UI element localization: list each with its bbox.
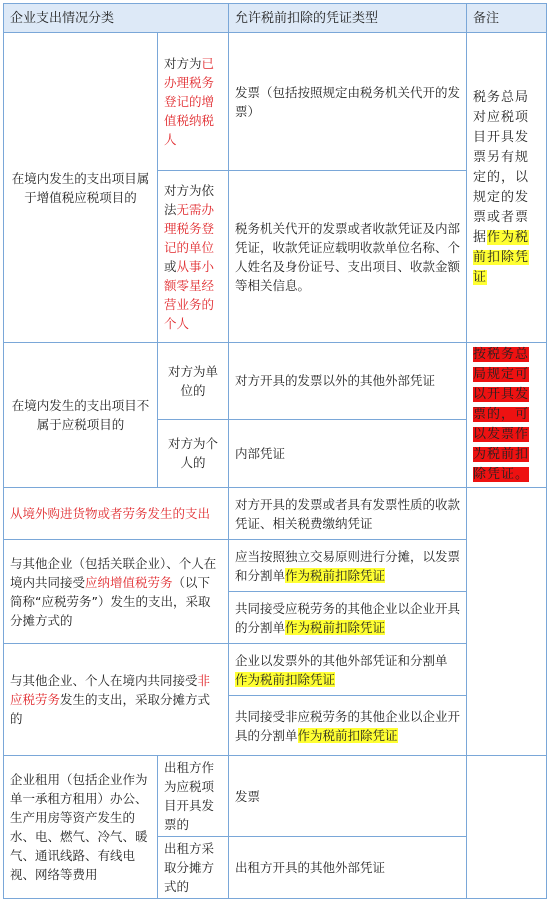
category-cell [4,644,229,756]
voucher-cell: 税务机关代开的发票或者收款凭证及内部凭证，收款凭证应载明收款单位名称、个人姓名及身份证号、支出项目、收款金额等相关信息。 [229,171,467,343]
remark-text [473,88,540,288]
voucher-text: 应当按照独立交易原则进行分摊，以发票和分割单 [235,548,461,583]
remark-cell [467,343,547,488]
category-cell: 在境内发生的支出项目属于增值税应税项目的 [4,33,158,343]
voucher-cell [229,592,467,644]
remark-highlight: 按税务总局规定可以开具发票的，可以发票作为税前扣除凭证。 [473,347,530,482]
category-text: （以下简称“应税劳务”）发生的支出，采取分摊方式的 [10,574,211,628]
tax-voucher-table [3,3,547,899]
remark-cell-empty [467,756,547,899]
header-remark: 备注 [467,4,547,33]
subcategory-cell: 出租方作为应税项目开具发票的 [158,756,229,837]
voucher-highlight: 作为税前扣除凭证 [285,619,386,635]
header-voucher: 允许税前扣除的凭证类型 [229,4,467,33]
subcategory-cell: 出租方采取分摊方式的 [158,837,229,899]
subcategory-cell: 对方为个人的 [158,419,229,487]
remark-highlight: 作为税前扣除凭证 [473,229,530,285]
voucher-cell: 发票 [229,756,467,837]
voucher-text: 共同接受非应税劳务的其他企业以企业开具的分割单 [235,708,461,743]
voucher-cell: 对方开具的发票以外的其他外部凭证 [229,343,467,420]
voucher-cell: 发票（包括按照规定由税务机关代开的发票） [229,33,467,171]
table-row [4,343,547,420]
subcategory-cell [158,33,229,171]
voucher-text: 共同接受应税劳务的其他企业以企业开具的分割单 [235,600,461,635]
subcategory-cell [158,171,229,343]
category-text: 发生的支出，采取分摊方式的 [10,692,211,726]
voucher-highlight: 作为税前扣除凭证 [235,671,336,687]
voucher-cell [229,696,467,756]
voucher-cell [229,644,467,696]
voucher-text: 企业以发票外的其他外部凭证和分割单 [235,652,448,668]
category-highlight: 非应税劳务 [10,673,211,707]
category-highlight: 应纳增值税劳务 [85,574,173,590]
table-row [4,644,547,696]
subcategory-text: 对方为依法 [164,182,215,217]
table-row [4,540,547,592]
remark-text [473,345,540,485]
category-cell: 企业租用（包括企业作为单一承租方租用）办公、生产用房等资产发生的水、电、燃气、冷气、暖气、通讯线路、有线电视、网络等费用 [4,756,158,899]
remark-cell-empty [467,488,547,756]
subcategory-highlight: 从事小额零星经营业务的个人 [164,258,215,331]
table-row [4,488,547,540]
category-text: 与其他企业、个人在境内共同接受 [10,673,198,688]
voucher-cell: 内部凭证 [229,419,467,487]
voucher-cell: 出租方开具的其他外部凭证 [229,837,467,899]
subcategory-text: 或 [164,258,177,274]
voucher-cell: 对方开具的发票或者具有发票性质的收款凭证、相关税费缴纳凭证 [229,488,467,540]
subcategory-highlight: 无需办理税务登记的单位 [164,201,215,255]
table-row [4,33,547,171]
header-row [4,4,547,33]
subcategory-text: 对方为 [164,56,202,71]
remark-plain: 税务总局对应税项目开具发票另有规定的，以规定的发票或者票据 [473,89,530,245]
table-row [4,756,547,837]
remark-cell [467,33,547,343]
category-text: 与其他企业（包括关联企业）、个人在境内共同接受 [10,555,217,590]
subcategory-highlight: 已办理税务登记的增值税纳税人 [164,56,215,147]
category-cell: 从境外购进货物或者劳务发生的支出 [4,488,229,540]
header-category: 企业支出情况分类 [4,4,229,33]
voucher-highlight: 作为税前扣除凭证 [297,727,398,743]
voucher-highlight: 作为税前扣除凭证 [285,567,386,583]
voucher-cell [229,540,467,592]
category-cell: 在境内发生的支出项目不属于应税项目的 [4,343,158,488]
category-cell [4,540,229,644]
subcategory-cell: 对方为单位的 [158,343,229,420]
